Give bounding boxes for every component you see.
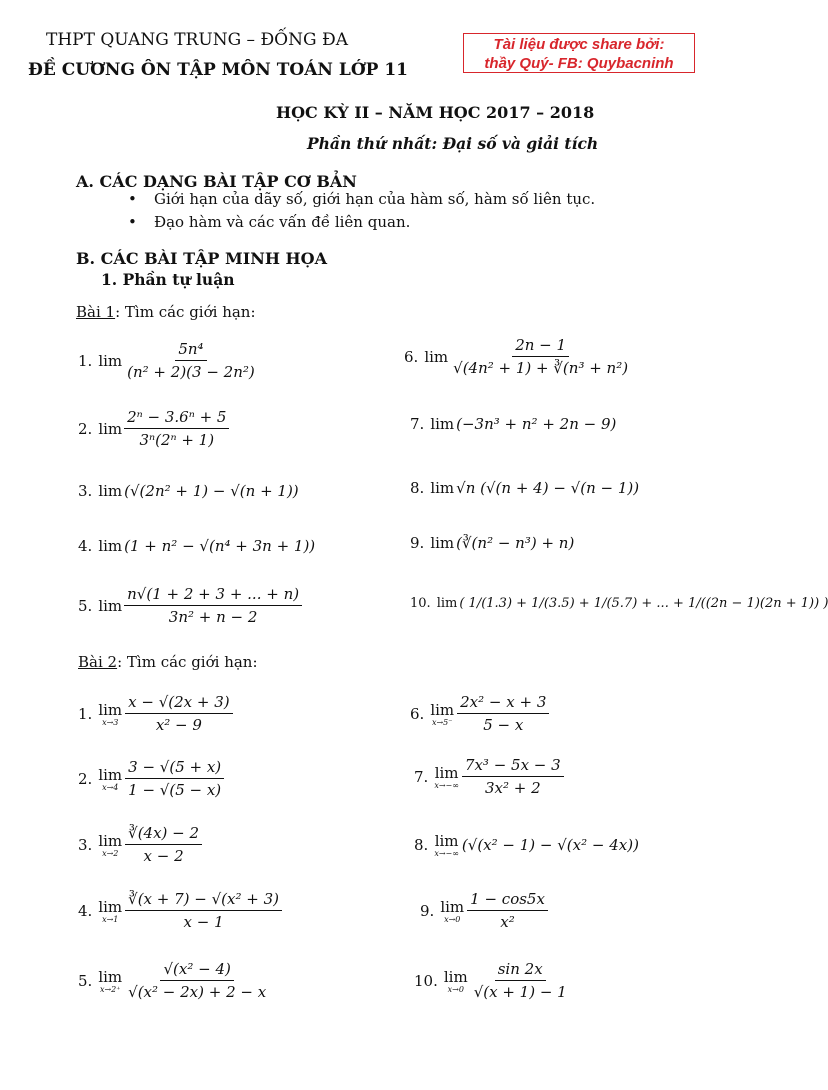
math-fragment: 7.	[414, 767, 429, 786]
math-fragment: x − 2	[143, 847, 184, 865]
math-fragment	[125, 758, 224, 799]
share-credit-box	[463, 33, 695, 73]
math-fragment: lim	[98, 537, 123, 555]
math-fragment: 5.	[78, 596, 93, 615]
exercise-1-problem	[78, 340, 258, 381]
math-fragment: n√(1 + 2 + 3 + ... + n)	[124, 585, 302, 606]
math-fragment: lim	[98, 967, 123, 986]
exercise-2-problem	[78, 693, 233, 734]
math-fragment: 4.	[78, 901, 93, 920]
math-fragment	[98, 701, 122, 727]
math-fragment: 1.	[78, 704, 93, 723]
math-fragment	[444, 968, 468, 994]
exercise-2-problem	[420, 890, 548, 931]
exercise-1-problem	[410, 415, 616, 433]
math-fragment: 1 − cos5x	[467, 890, 548, 911]
math-fragment: 8.	[410, 479, 425, 497]
exercise-2-problem	[78, 960, 269, 1001]
math-fragment	[98, 968, 122, 994]
math-fragment: 7.	[410, 415, 425, 433]
math-fragment	[98, 898, 122, 924]
math-fragment: √(x + 1) − 1	[473, 983, 567, 1001]
math-fragment: 2.	[78, 769, 93, 788]
math-fragment: √(x² − 2x) + 2 − x	[128, 983, 267, 1001]
exercise-2-problem	[78, 890, 282, 931]
math-fragment	[98, 832, 122, 858]
math-fragment: √n (√(n + 4) − √(n − 1))	[456, 479, 640, 497]
math-fragment: ∛(x + 7) − √(x² + 3)	[125, 890, 282, 911]
math-fragment: (√(x² − 1) − √(x² − 4x))	[461, 836, 639, 854]
math-fragment: 2n − 1	[512, 336, 569, 357]
math-fragment: lim	[98, 700, 123, 719]
math-fragment: lim	[436, 596, 458, 611]
math-fragment: x² − 9	[155, 716, 202, 734]
math-fragment	[462, 756, 564, 797]
math-fragment: lim	[98, 351, 123, 370]
math-fragment	[434, 832, 459, 858]
math-fragment: lim	[430, 700, 455, 719]
math-fragment: lim	[98, 897, 123, 916]
exercise-1-problem	[410, 534, 574, 552]
math-fragment	[98, 766, 122, 792]
math-fragment: lim	[98, 482, 123, 500]
math-fragment: (1 + n² − √(n⁴ + 3n + 1))	[124, 537, 316, 555]
math-fragment: 6.	[404, 347, 419, 366]
math-fragment	[440, 898, 464, 924]
math-fragment	[457, 693, 549, 734]
math-fragment	[125, 693, 232, 734]
math-fragment: 4.	[78, 537, 93, 555]
exercise-2-heading: Bài 2: Tìm các giới hạn:	[78, 653, 258, 671]
math-fragment: x→2	[102, 848, 119, 858]
math-fragment: x→3	[102, 717, 119, 727]
math-fragment: 3x² + 2	[484, 779, 541, 797]
math-fragment	[467, 890, 548, 931]
math-fragment: x→1	[102, 914, 119, 924]
math-fragment: lim	[98, 419, 123, 438]
math-fragment	[471, 960, 570, 1001]
math-fragment: (−3n³ + n² + 2n − 9)	[456, 415, 617, 433]
exercise-1-problem	[410, 479, 639, 497]
share-line-1: Tài liệu được share bởi:	[493, 36, 665, 53]
math-fragment	[124, 585, 302, 626]
math-fragment: 9.	[410, 534, 425, 552]
math-fragment	[124, 340, 258, 381]
math-fragment: x→−∞	[434, 780, 459, 790]
bullet-icon: •	[128, 213, 137, 231]
document-title: ĐỀ CƯƠNG ÔN TẬP MÔN TOÁN LỚP 11	[28, 60, 408, 80]
math-fragment: 3n² + n − 2	[168, 608, 258, 626]
math-fragment	[430, 701, 454, 727]
math-fragment: x − √(2x + 3)	[125, 693, 232, 714]
exercise-2-problem	[78, 758, 224, 799]
math-fragment	[124, 408, 229, 449]
section-b-title: B. CÁC BÀI TẬP MINH HỌA	[76, 249, 328, 268]
math-fragment: 1 − √(5 − x)	[128, 781, 222, 799]
math-fragment: x→4	[102, 782, 119, 792]
math-fragment: x→−∞	[434, 849, 459, 858]
bullet-item: • Giới hạn của dãy số, giới hạn của hàm số, hàm số liên tục.	[128, 190, 596, 208]
math-fragment: lim	[424, 347, 449, 366]
exercise-2-problem	[78, 824, 202, 865]
math-fragment	[434, 764, 459, 790]
school-name: THPT QUANG TRUNG – ĐỐNG ĐA	[46, 30, 348, 50]
exercise-1-problem	[404, 336, 631, 377]
math-fragment: 10.	[410, 596, 431, 611]
math-fragment: ( 1/(1.3) + 1/(3.5) + 1/(5.7) + ... + 1/((2n − 1)(2n + 1)) )	[459, 596, 828, 611]
math-fragment: x − 1	[183, 913, 224, 931]
math-fragment: 9.	[420, 901, 435, 920]
math-fragment: 1.	[78, 351, 93, 370]
share-line-2: thầy Quý- FB: Quybacninh	[484, 55, 674, 72]
math-fragment: 10.	[414, 971, 438, 990]
math-fragment: lim	[98, 596, 123, 615]
math-fragment: lim	[430, 415, 455, 433]
math-fragment: √(x² − 4)	[160, 960, 233, 981]
math-fragment: (√(2n² + 1) − √(n + 1))	[124, 482, 299, 500]
math-fragment	[125, 960, 269, 1001]
bullet-icon: •	[128, 190, 137, 208]
exercise-2-problem	[414, 832, 639, 858]
math-fragment: 2ⁿ − 3.6ⁿ + 5	[124, 408, 229, 429]
math-fragment: lim	[430, 479, 455, 497]
math-fragment: 7x³ − 5x − 3	[462, 756, 564, 777]
exercise-1-heading: Bài 1: Tìm các giới hạn:	[76, 303, 256, 321]
math-fragment: (∛(n² − n³) + n)	[456, 534, 575, 552]
math-fragment: 5 − x	[483, 716, 524, 734]
math-fragment	[125, 890, 282, 931]
math-fragment: 3.	[78, 835, 93, 854]
math-fragment: x→0	[447, 984, 464, 994]
math-fragment: x→0	[444, 914, 461, 924]
exercise-2-problem	[410, 693, 549, 734]
exercise-2-problem	[414, 960, 570, 1001]
part-heading: Phần thứ nhất: Đại số và giải tích	[307, 134, 599, 153]
math-fragment	[450, 336, 631, 377]
math-fragment: x²	[500, 913, 515, 931]
math-fragment: lim	[434, 763, 459, 782]
math-fragment: 2x² − x + 3	[457, 693, 549, 714]
exercise-1-problem	[78, 585, 302, 626]
math-fragment: 5.	[78, 971, 93, 990]
math-fragment: lim	[98, 831, 123, 850]
semester-heading: HỌC KỲ II – NĂM HỌC 2017 – 2018	[276, 103, 595, 122]
math-fragment: 3.	[78, 482, 93, 500]
math-fragment: lim	[440, 897, 465, 916]
math-fragment: ∛(4x) − 2	[125, 824, 202, 845]
math-fragment: 3 − √(5 + x)	[125, 758, 224, 779]
math-fragment: 2.	[78, 419, 93, 438]
exercise-1-problem	[78, 537, 315, 555]
math-fragment: lim	[98, 765, 123, 784]
math-fragment: 6.	[410, 704, 425, 723]
math-fragment: lim	[434, 832, 459, 850]
math-fragment: 5n⁴	[175, 340, 206, 361]
math-fragment: x→5⁻	[431, 717, 453, 727]
math-fragment: 3ⁿ(2ⁿ + 1)	[139, 431, 215, 449]
math-fragment	[125, 824, 202, 865]
subsection-title: 1. Phần tự luận	[101, 270, 235, 289]
math-fragment: √(4n² + 1) + ∛(n³ + n²)	[453, 359, 629, 377]
exercise-1-problem	[410, 596, 828, 611]
math-fragment: x→2⁺	[99, 984, 121, 994]
exercise-1-problem	[78, 408, 229, 449]
math-fragment: (n² + 2)(3 − 2n²)	[127, 363, 255, 381]
exercise-1-problem	[78, 482, 299, 500]
math-fragment: 8.	[414, 836, 429, 854]
section-a-title: A. CÁC DẠNG BÀI TẬP CƠ BẢN	[76, 172, 357, 191]
math-fragment: sin 2x	[495, 960, 546, 981]
bullet-item: • Đạo hàm và các vấn đề liên quan.	[128, 213, 411, 231]
math-fragment: lim	[430, 534, 455, 552]
math-fragment: lim	[443, 967, 468, 986]
exercise-2-problem	[414, 756, 564, 797]
